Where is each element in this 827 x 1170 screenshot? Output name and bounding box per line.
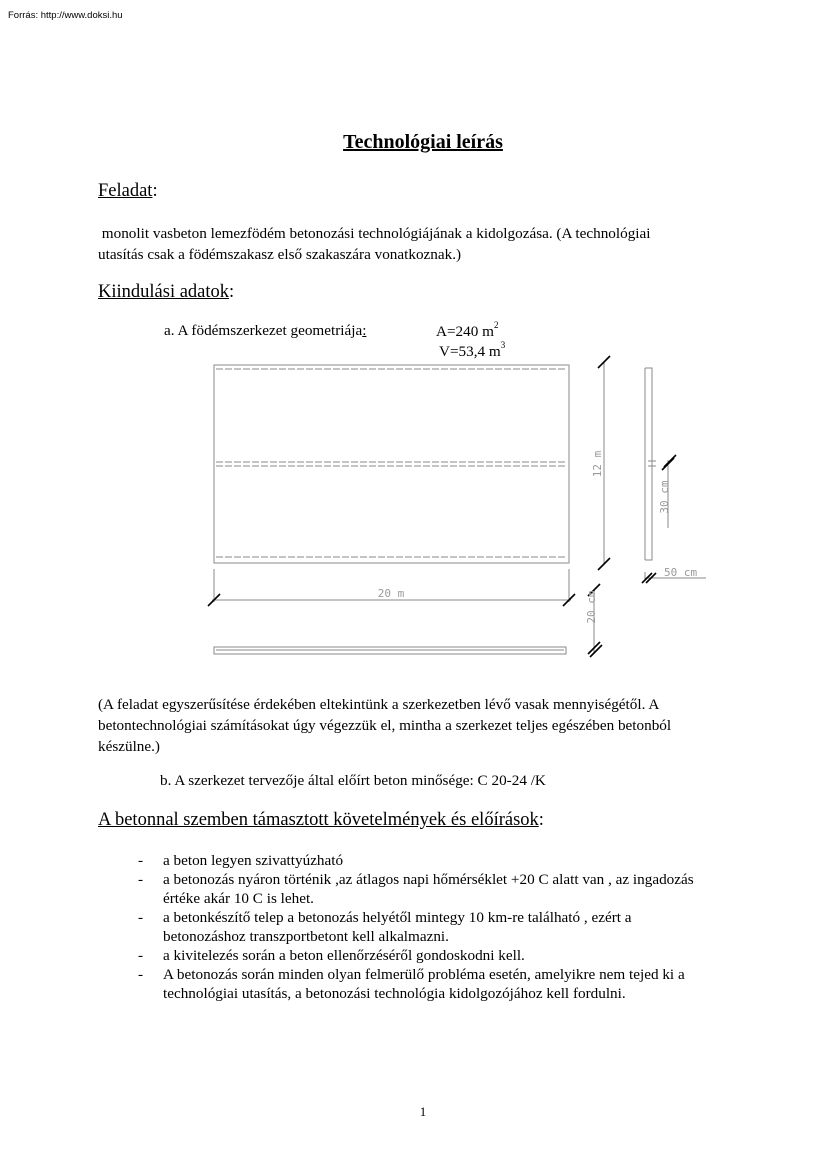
- beam-ticks: [642, 455, 676, 583]
- dim-beam-height-label: 30 cm: [658, 480, 671, 514]
- geometry-label: a. A födémszerkezet geometriája:: [164, 322, 367, 339]
- task-text-line: utasítás csak a födémszakasz első szakaszára vonatkoznak.): [98, 246, 462, 263]
- page-number: 1: [419, 1104, 427, 1119]
- list-item: - a betonkészítő telep a betonozás helyétől mintegy 10 km-re található , ezért a betonozáshoz transzportbetont kell alkalmazni.: [138, 909, 632, 945]
- slab-plan: [214, 365, 569, 563]
- dimension-ticks: [208, 356, 610, 657]
- dim-width-label: 12 m: [591, 450, 604, 478]
- note-line: készülne.): [98, 738, 160, 755]
- note-line: (A feladat egyszerűsítése érdekében eltekintünk a szerkezetben lévő vasak mennyiségétől. A: [98, 696, 660, 713]
- initial-data-heading: Kiindulási adatok:: [98, 282, 235, 302]
- source-url: Forrás: http://www.doksi.hu: [8, 10, 123, 21]
- dimension-lines: [212, 362, 604, 654]
- dim-thickness-label: 20 cm: [585, 590, 598, 624]
- task-heading: Feladat:: [98, 181, 158, 201]
- volume-value: V=53,4 $m^3$: [439, 340, 506, 361]
- dim-length-label: 20 m: [377, 587, 405, 600]
- list-item: - a kivitelezés során a beton ellenőrzéséről gondoskodni kell.: [138, 947, 525, 964]
- list-item: - a betonozás nyáron történik ,az átlagos napi hőmérséklet +20 C alatt van , az ingadozás értéke akár 10 C is lehet.: [138, 871, 694, 907]
- page-title: Technológiai leírás: [343, 131, 503, 153]
- simplification-note: [98, 694, 671, 757]
- requirements-heading: A betonnal szemben támasztott követelmények és előírások:: [98, 810, 544, 830]
- concrete-grade-item: b. A szerkezet tervezője által előírt beton minősége: C 20-24 /K: [160, 772, 546, 789]
- task-text-line: monolit vasbeton lemezfödém betonozási technológiájának a kidolgozása. (A technológiai: [98, 225, 651, 242]
- list-item: - a beton legyen szivattyúzható: [138, 852, 344, 869]
- note-line: betontechnológiai számításokat úgy végezzük el, mintha a szerkezet teljes egészében betonból: [98, 717, 672, 734]
- list-item: - A betonozás során minden olyan felmerülő probléma esetén, amelyikre nem tejed ki a technológiai utasítás, a betonozási technológia kidolgozójához kell fordulni.: [138, 966, 685, 1002]
- area-value: A=240 $m^2$: [436, 320, 499, 341]
- beam-section: [645, 368, 706, 580]
- requirements-list: [138, 851, 778, 1003]
- slab-section: [214, 647, 566, 654]
- dim-beam-width-label: 50 cm: [664, 566, 698, 579]
